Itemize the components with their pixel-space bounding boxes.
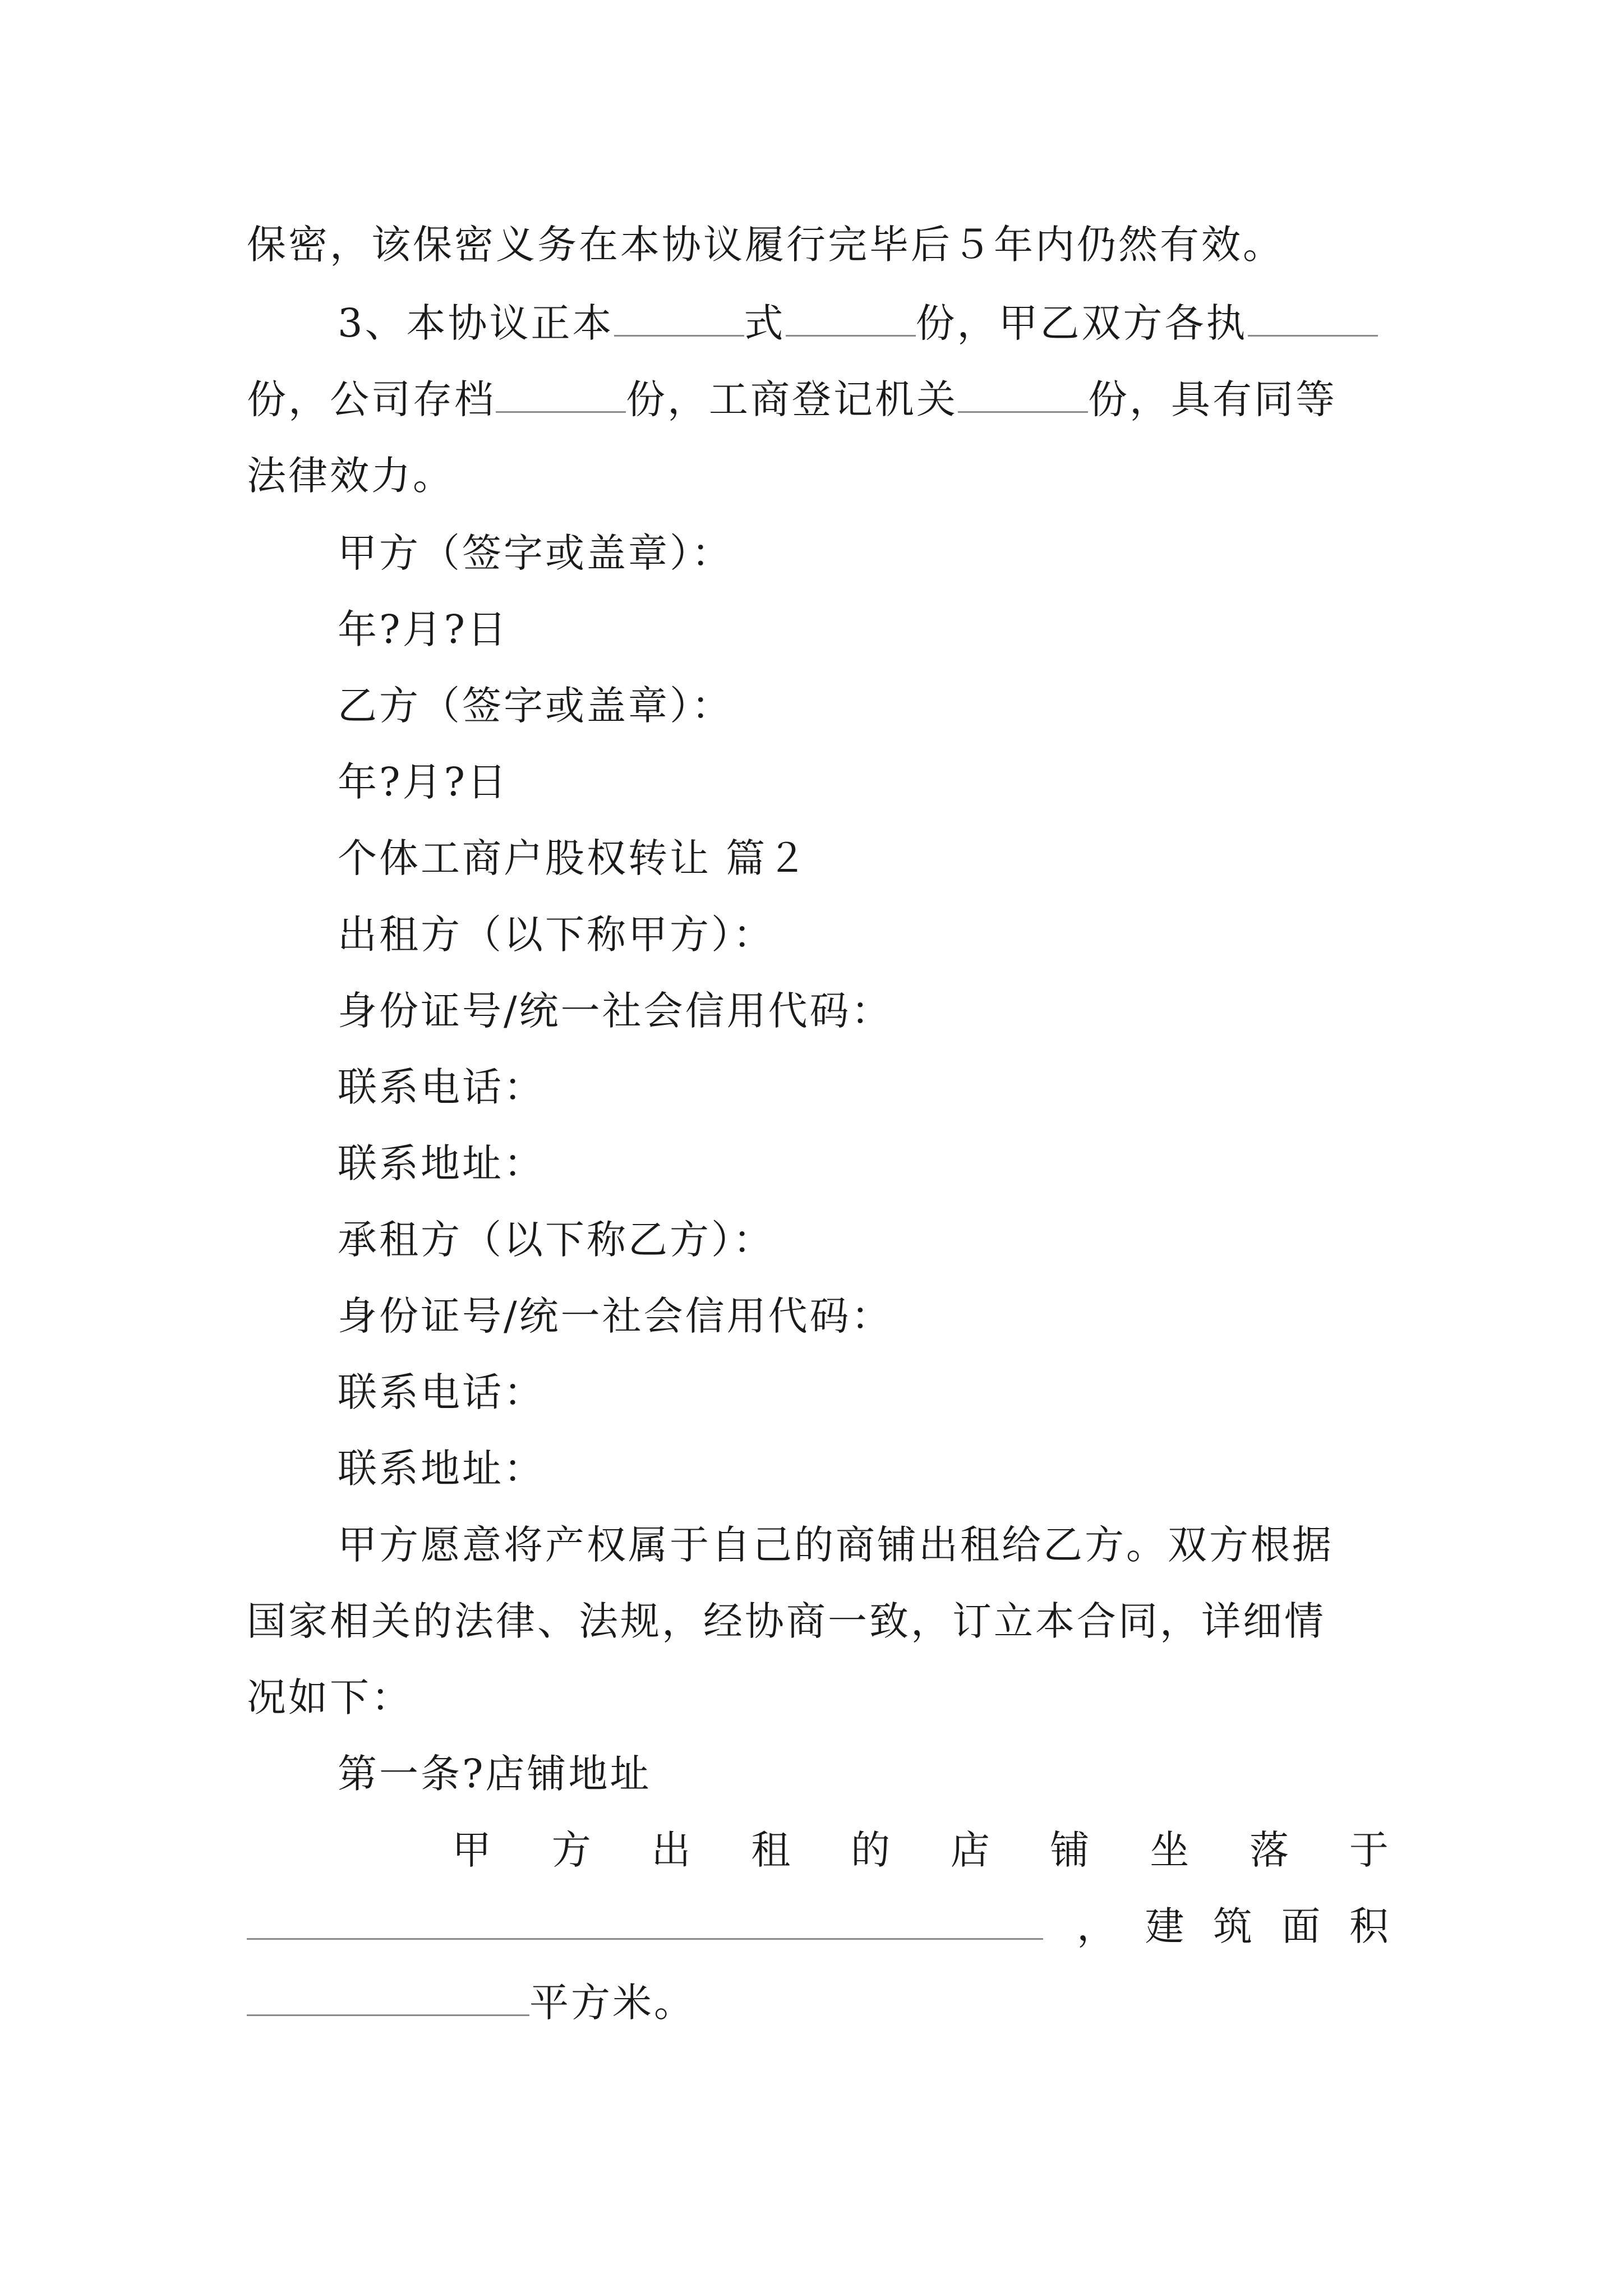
address-blank xyxy=(247,1894,1043,1940)
party-b-signature xyxy=(338,672,1391,739)
spaced-char: 铺 xyxy=(1050,1827,1092,1873)
paragraph-line xyxy=(247,211,1391,278)
lessee-line xyxy=(338,1206,1391,1273)
lessee-id-label: 身份证号/统一社会信用代码： xyxy=(338,1293,893,1339)
party-a-signature xyxy=(338,519,1391,587)
intro-text: 况如下： xyxy=(247,1674,413,1720)
spaced-char: 筑 xyxy=(1213,1903,1255,1949)
intro-text: 国家相关的法律、法规，经协商一致，订立本合同，详细情 xyxy=(247,1598,1326,1644)
article-1-line-2 xyxy=(247,1893,1391,1960)
section-heading xyxy=(338,825,1391,892)
spaced-char: 的 xyxy=(851,1827,893,1873)
article-1-line-3 xyxy=(247,1969,1391,2036)
clause-3-text: 份，工商登记机关 xyxy=(626,376,958,422)
fill-blank xyxy=(958,367,1088,413)
date-label: 年?月?日 xyxy=(338,606,509,652)
lessee-phone-line xyxy=(338,1359,1391,1426)
intro-line-2 xyxy=(247,1588,1391,1655)
clause-3-line-2 xyxy=(247,366,1391,433)
lessee-label: 承租方（以下称乙方）： xyxy=(338,1217,774,1263)
fill-blank xyxy=(614,291,744,337)
lessor-phone-label: 联系电话： xyxy=(338,1064,545,1110)
clause-3-text: 份，公司存档 xyxy=(247,376,496,422)
party-b-signature-label: 乙方（签字或盖章）： xyxy=(338,683,733,729)
lessor-id-line xyxy=(338,977,1391,1045)
party-a-signature-label: 甲方（签字或盖章）： xyxy=(338,530,733,576)
spaced-char: 建 xyxy=(1145,1903,1187,1949)
fill-blank xyxy=(1248,291,1378,337)
clause-3-line-1 xyxy=(338,289,1391,357)
clause-3-line-3 xyxy=(247,442,1391,509)
lessor-line xyxy=(338,901,1391,968)
date-label: 年?月?日 xyxy=(338,759,509,805)
article-1-line-1 xyxy=(452,1816,1391,1884)
clause-3-text: 份，甲乙双方各执 xyxy=(915,300,1248,346)
section-heading-text: 个体工商户股权转让 篇２ xyxy=(338,835,809,881)
lessor-phone-line xyxy=(338,1053,1391,1121)
spaced-char: 坐 xyxy=(1150,1827,1192,1873)
spaced-char: 落 xyxy=(1249,1827,1292,1873)
clause-3-text: 份，具有同等 xyxy=(1088,376,1337,422)
spaced-char: ， xyxy=(1077,1903,1118,1949)
confidentiality-text: 保密，该保密义务在本协议履行完毕后５年内仍然有效。 xyxy=(247,222,1284,268)
lessee-address-label: 联系地址： xyxy=(338,1446,545,1492)
fill-blank xyxy=(496,367,626,413)
spaced-char: 面 xyxy=(1281,1903,1323,1949)
lessee-phone-label: 联系电话： xyxy=(338,1369,545,1415)
date-line xyxy=(338,748,1391,816)
clause-3-text: 3、本协议正本 xyxy=(338,300,614,346)
area-unit-text: 平方米。 xyxy=(529,1980,695,2026)
intro-text: 甲方愿意将产权属于自己的商铺出租给乙方。双方根据 xyxy=(338,1522,1334,1568)
spaced-char: 出 xyxy=(651,1827,693,1873)
lessee-id-line xyxy=(338,1282,1391,1350)
lessor-id-label: 身份证号/统一社会信用代码： xyxy=(338,988,893,1034)
spaced-char: 积 xyxy=(1349,1903,1391,1949)
intro-line-3 xyxy=(247,1664,1391,1731)
area-blank xyxy=(247,1971,529,2016)
lessor-address-line xyxy=(338,1130,1391,1197)
spaced-char: 甲 xyxy=(452,1827,494,1873)
lessor-label: 出租方（以下称甲方）： xyxy=(338,912,774,958)
intro-line-1 xyxy=(338,1511,1391,1579)
spaced-char: 店 xyxy=(950,1827,992,1873)
spaced-char: 方 xyxy=(551,1827,593,1873)
spaced-char: 租 xyxy=(751,1827,793,1873)
article-title: 第一条?店铺地址 xyxy=(338,1751,652,1797)
date-line xyxy=(338,596,1391,663)
fill-blank xyxy=(786,291,916,337)
spaced-char: 于 xyxy=(1349,1827,1391,1873)
clause-3-text: 法律效力。 xyxy=(247,453,454,499)
clause-3-text: 式 xyxy=(744,300,786,346)
article-1-title xyxy=(338,1740,1391,1807)
lessee-address-line xyxy=(338,1435,1391,1502)
area-label xyxy=(1077,1893,1391,1960)
lessor-address-label: 联系地址： xyxy=(338,1140,545,1186)
